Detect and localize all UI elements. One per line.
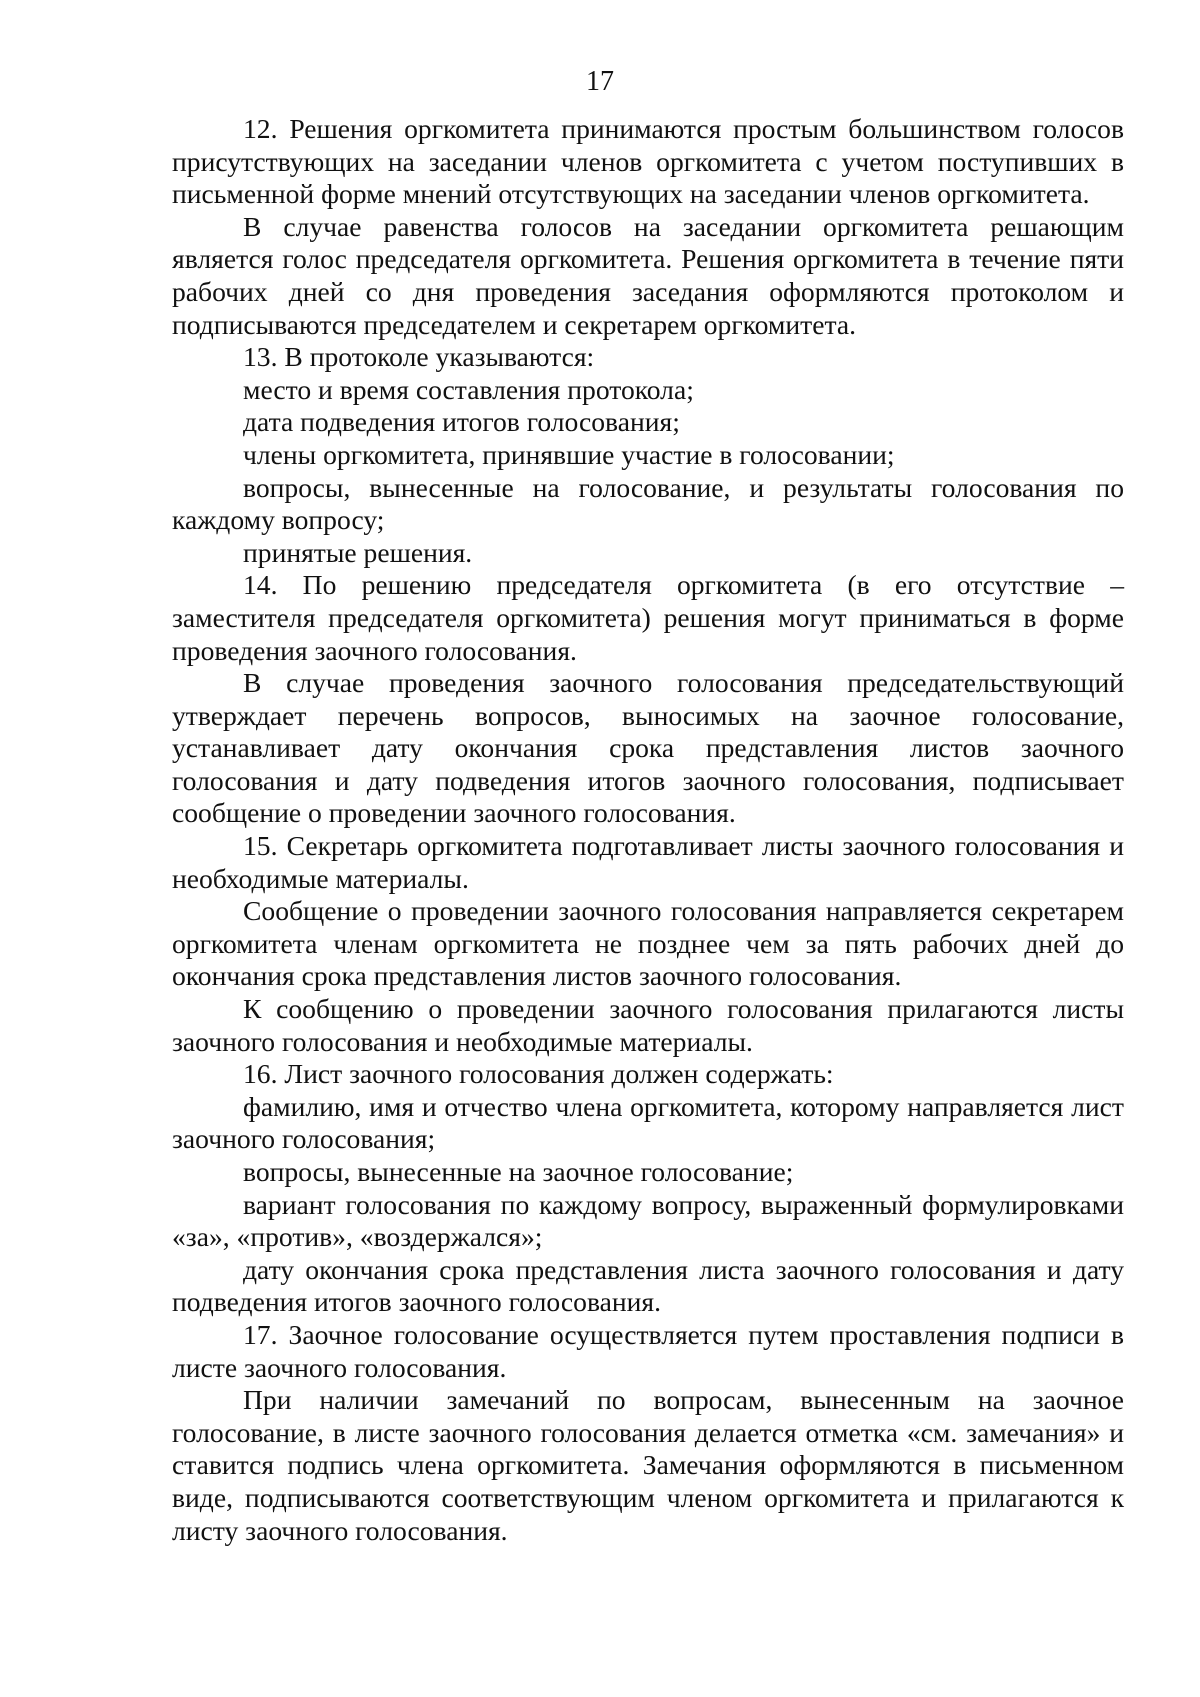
paragraph-15-attachments: К сообщению о проведении заочного голосования прилагаются листы заочного голосования и необходимые материалы. — [172, 993, 1124, 1057]
paragraph-13: 13. В протоколе указываются: — [243, 341, 595, 373]
paragraph-16: 16. Лист заочного голосования должен содержать: — [243, 1058, 834, 1090]
paragraph-17: 17. Заочное голосование осуществляется путем проставления подписи в листе заочного голосования. — [172, 1318, 1124, 1383]
list-item: вопросы, вынесенные на голосование, и результаты голосования по каждому вопросу; — [172, 471, 1124, 536]
list-item: вопросы, вынесенные на заочное голосование; — [243, 1156, 794, 1187]
list-item: дата подведения итогов голосования; — [243, 406, 680, 438]
paragraph-15-notice: Сообщение о проведении заочного голосования направляется секретарем оргкомитета членам оргкомитета не позднее чем за пять рабочих дней до окончания срока представления листов заочного голосования. — [172, 895, 1124, 992]
list-item: члены оргкомитета, принявшие участие в голосовании; — [243, 438, 895, 470]
list-item: место и время составления протокола; — [243, 373, 694, 405]
list-item: фамилию, имя и отчество члена оргкомитета, которому направляется лист заочного голосования; — [172, 1090, 1124, 1155]
paragraph-14: 14. По решению председателя оргкомитета (в его отсутствие – заместителя председателя оргкомитета) решения могут приниматься в форме проведения заочного голосования. — [172, 569, 1124, 666]
list-item: принятые решения. — [243, 536, 473, 568]
paragraph-14-absentee-procedure: В случае проведения заочного голосования председательствующий утверждает перечень вопросов, выносимых на заочное голосование, устанавливает дату окончания срока представления листов заочного голосования и дату подведения итогов заочного голосования, подписывает сообщение о проведении заочного голосования. — [172, 667, 1124, 829]
list-item: дату окончания срока представления листа заочного голосования и дату подведения итогов заочного голосования. — [172, 1253, 1124, 1318]
list-item: вариант голосования по каждому вопросу, выраженный формулировками «за», «против», «воздержался»; — [172, 1188, 1124, 1253]
paragraph-12: 12. Решения оргкомитета принимаются простым большинством голосов присутствующих на заседании членов оргкомитета с учетом поступивших в письменной форме мнений отсутствующих на заседании членов оргкомитета. — [172, 113, 1124, 210]
document-body — [172, 113, 1124, 1547]
paragraph-17-remarks: При наличии замечаний по вопросам, вынесенным на заочное голосование, в листе заочного голосования делается отметка «см. замечания» и ставится подпись члена оргкомитета. Замечания оформляются в письменном виде, подписываются соответствующим членом оргкомитета и прилагаются к листу заочного голосования. — [172, 1384, 1124, 1546]
page-number: 17 — [586, 66, 614, 97]
paragraph-12-tie-vote: В случае равенства голосов на заседании оргкомитета решающим является голос председателя оргкомитета. Решения оргкомитета в течение пяти рабочих дней со дня проведения заседания оформляются протоколом и подписываются председателем и секретарем оргкомитета. — [172, 210, 1124, 340]
paragraph-15: 15. Секретарь оргкомитета подготавливает листы заочного голосования и необходимые материалы. — [172, 830, 1124, 894]
